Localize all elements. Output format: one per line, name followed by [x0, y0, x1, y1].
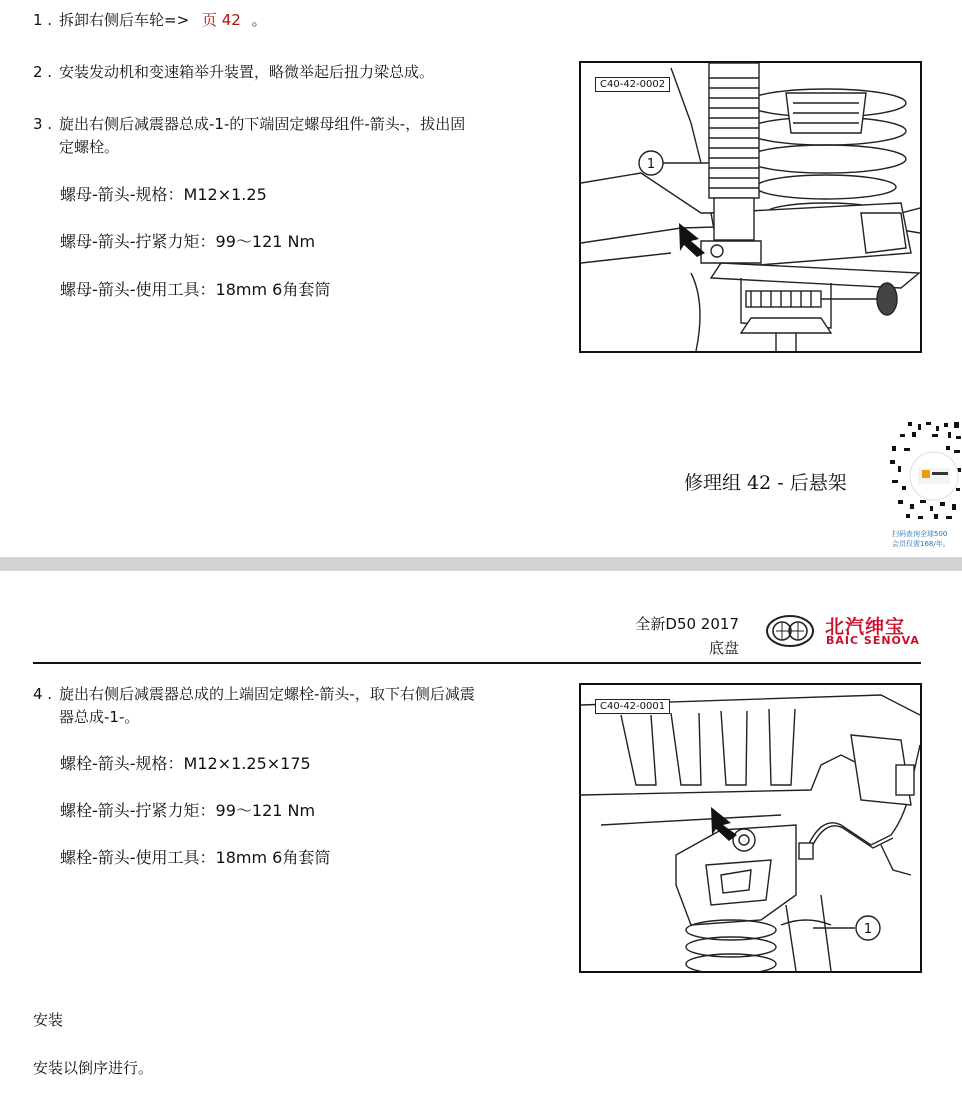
step-number: 1 .: [33, 11, 53, 29]
qr-code-block[interactable]: [888, 420, 962, 552]
step-2: [33, 61, 493, 109]
spec-line: 螺母-箭头-规格：M12×1.25: [60, 185, 267, 204]
step-text: 旋出右侧后减震器总成的上端固定螺栓-箭头-，取下右侧后减震器总成-1-。: [59, 685, 475, 726]
step-text: 拆卸右侧后车轮=>: [59, 11, 190, 29]
spec-line: 螺栓-箭头-使用工具：18mm 6角套筒: [60, 848, 331, 867]
shock-upper-illustration: [581, 685, 920, 971]
callout-number: 1: [646, 157, 656, 172]
header-model: 全新D50 2017: [635, 615, 739, 633]
brand-name-en: BAIC SENOVA: [826, 634, 920, 647]
install-text: 安装以倒序进行。: [33, 1059, 154, 1077]
spec-line: 螺母-箭头-使用工具：18mm 6角套筒: [60, 280, 331, 299]
chapter-footer: 修理组 42 - 后悬架: [684, 472, 847, 494]
step-1: [33, 9, 533, 33]
step-number: 2 .: [33, 63, 53, 81]
shock-lower-illustration: [581, 63, 920, 351]
figure-tag: C40-42-0002: [595, 77, 670, 92]
qr-code-icon: [888, 420, 962, 528]
header-rule: [33, 662, 921, 664]
install-heading: 安装: [33, 1011, 64, 1029]
qr-caption: 会员仅需168/年。: [892, 540, 950, 548]
step-3: [33, 113, 493, 161]
header-section: 底盘: [708, 639, 739, 657]
figure-shock-upper-mount: [579, 683, 922, 973]
step-text: 旋出右侧后减震器总成-1-的下端固定螺母组件-箭头-，拔出固定螺栓。: [59, 115, 466, 156]
step-tail: 。: [251, 11, 267, 29]
figure-shock-lower-mount: [579, 61, 922, 353]
step-4: [33, 683, 493, 731]
spec-line: 螺母-箭头-拧紧力矩：99～121 Nm: [60, 232, 316, 251]
spec-line: 螺栓-箭头-拧紧力矩：99～121 Nm: [60, 801, 316, 820]
step-number: 4 .: [33, 685, 53, 703]
page-separator: [0, 557, 962, 571]
step-number: 3 .: [33, 115, 53, 133]
callout-number: 1: [863, 922, 873, 937]
brand-name-cn: 北汽绅宝: [825, 616, 906, 638]
qr-caption: 扫码查询全球500: [892, 530, 948, 538]
step-text: 安装发动机和变速箱举升装置，略微举起后扭力梁总成。: [59, 63, 435, 81]
spec-line: 螺栓-箭头-规格：M12×1.25×175: [60, 754, 311, 773]
figure-tag: C40-42-0001: [595, 699, 670, 714]
page-link[interactable]: 页 42: [201, 11, 241, 29]
baic-logo-icon: [765, 614, 815, 648]
